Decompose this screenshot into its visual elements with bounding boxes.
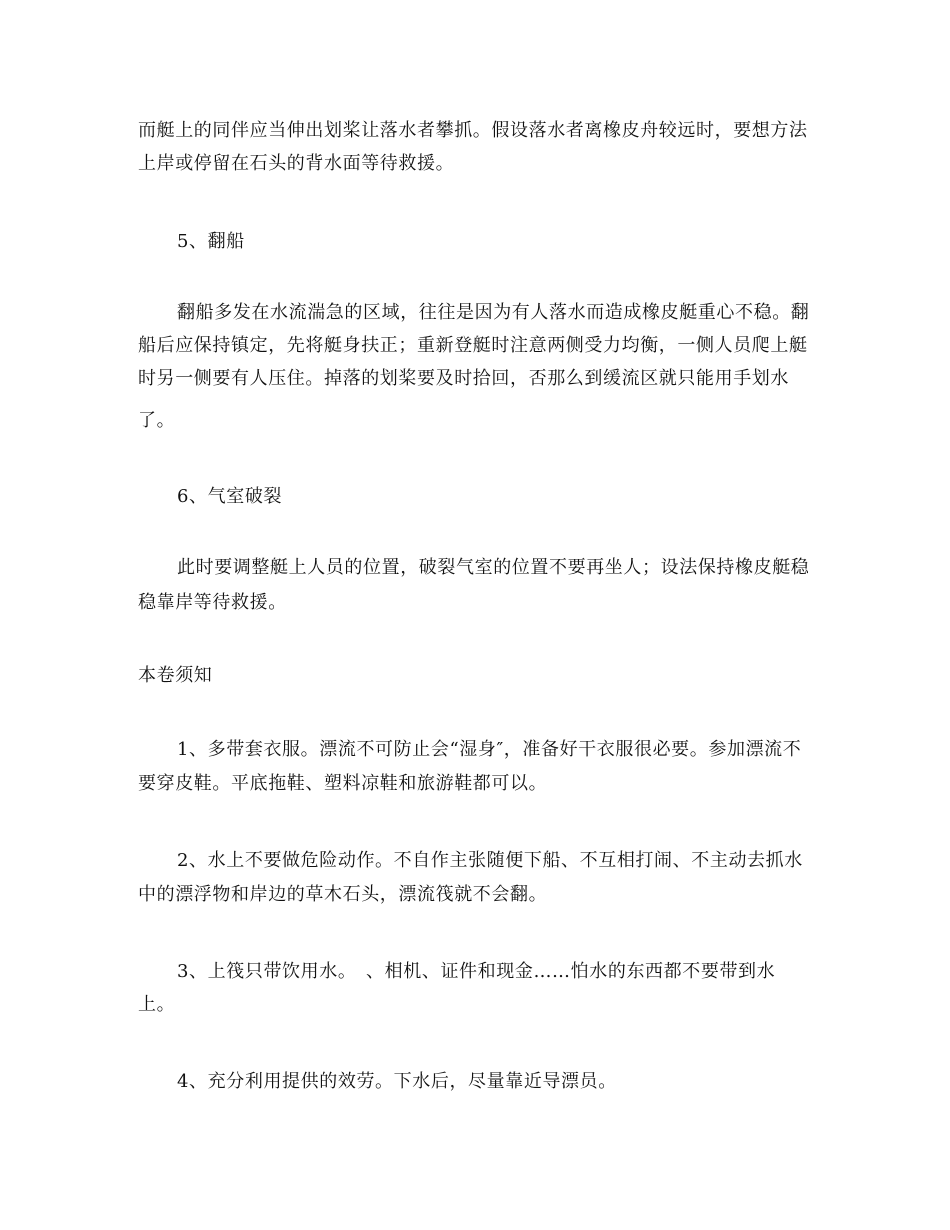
- heading-capsize: 5、翻船: [177, 231, 245, 252]
- paragraph-capsize-line-1: 翻船多发在水流湍急的区域，往往是因为有人落水而造成橡皮艇重心不稳。翻: [177, 302, 810, 323]
- paragraph-air-chamber-line-1: 此时要调整艇上人员的位置，破裂气室的位置不要再坐人；设法保持橡皮艇稳: [177, 557, 810, 578]
- heading-air-chamber: 6、气室破裂: [177, 486, 283, 507]
- note-2-line-2: 中的漂浮物和岸边的草木石头，漂流筏就不会翻。: [138, 884, 548, 905]
- section-title-notes: 本卷须知: [138, 665, 213, 686]
- note-3-line-1: 3、上筏只带饮用水。 、相机、证件和现金……怕水的东西都不要带到水: [177, 961, 776, 982]
- note-3-line-2: 上。: [138, 994, 176, 1015]
- paragraph-capsize-line-2: 船后应保持镇定，先将艇身扶正；重新登艇时注意两侧受力均衡，一侧人员爬上艇: [138, 335, 808, 356]
- paragraph-capsize-line-3: 时另一侧要有人压住。掉落的划桨要及时拾回，否那么到缓流区就只能用手划水: [138, 368, 789, 389]
- note-4-line-1: 4、充分利用提供的效劳。下水后，尽量靠近导漂员。: [177, 1071, 617, 1092]
- note-1-line-1: 1、多带套衣服。漂流不可防止会“湿身″，准备好干衣服很必要。参加漂流不: [177, 739, 802, 760]
- paragraph-rescue-line-2: 上岸或停留在石头的背水面等待救援。: [138, 153, 455, 174]
- paragraph-rescue-line-1: 而艇上的同伴应当伸出划桨让落水者攀抓。假设落水者离橡皮舟较远时，要想方法: [138, 120, 808, 141]
- paragraph-air-chamber-line-2: 稳靠岸等待救援。: [138, 592, 287, 613]
- paragraph-capsize-line-4: 了。: [138, 410, 176, 431]
- note-2-line-1: 2、水上不要做危险动作。不自作主张随便下船、不互相打闹、不主动去抓水: [177, 850, 803, 871]
- note-1-line-2: 要穿皮鞋。平底拖鞋、塑料凉鞋和旅游鞋都可以。: [138, 773, 548, 794]
